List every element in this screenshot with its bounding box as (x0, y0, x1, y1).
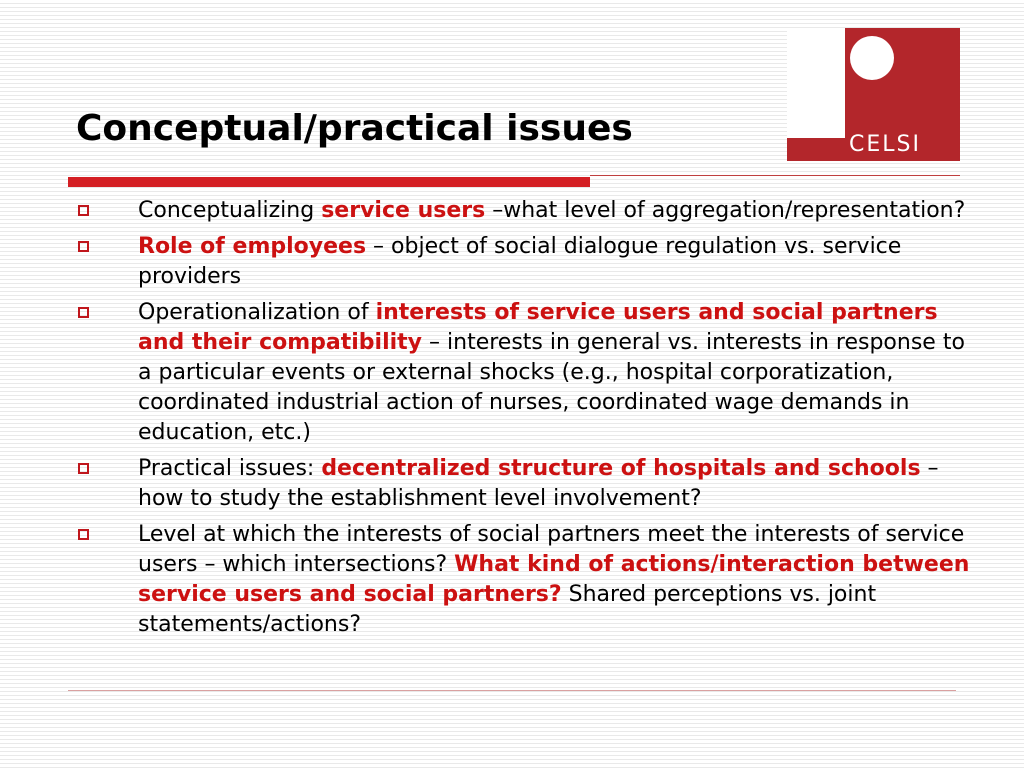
bullet-text: – interests in general vs. interests in response to a particular events or external shocks (e.g., hospital corporatization, coordinated industrial action of nurses, coordinated wage demands in education, etc.) (138, 330, 965, 445)
bullet-text: Operationalization of (138, 300, 376, 325)
bullet-item (76, 298, 976, 448)
bullet-text: –what level of aggregation/representation? (485, 198, 966, 223)
bullet-text: Conceptualizing (138, 198, 322, 223)
square-bullet-icon (78, 529, 89, 540)
bullet-highlight: Role of employees (138, 234, 367, 259)
bullet-highlight: decentralized structure of hospitals and schools (321, 456, 921, 481)
bullet-item (76, 454, 976, 514)
bullet-highlight: What kind of actions/interaction between service users and social partners? (138, 552, 970, 607)
bullet-list (76, 196, 976, 646)
logo-white-block (787, 28, 845, 138)
title-underline-thin (590, 175, 960, 176)
slide-title: Conceptual/practical issues (76, 108, 633, 149)
bullet-text: Practical issues: (138, 456, 322, 481)
bullet-item (76, 520, 976, 640)
bullet-item (76, 232, 976, 292)
bullet-text: Shared perceptions vs. joint statements/actions? (138, 582, 877, 637)
square-bullet-icon (78, 205, 89, 216)
square-bullet-icon (78, 307, 89, 318)
bullet-highlight: service users (321, 198, 486, 223)
bullet-text: – how to study the establishment level involvement? (138, 456, 939, 511)
square-bullet-icon (78, 241, 89, 252)
footer-rule (68, 690, 956, 691)
logo-circle-icon (850, 36, 894, 80)
bullet-highlight: interests of service users and social partners and their compatibility (138, 300, 938, 355)
logo-text: CELSI (849, 132, 921, 157)
celsi-logo (787, 28, 960, 161)
bullet-text: Level at which the interests of social partners meet the interests of service users – which intersections? (138, 522, 965, 577)
square-bullet-icon (78, 463, 89, 474)
bullet-item (76, 196, 976, 226)
bullet-text: – object of social dialogue regulation vs. service providers (138, 234, 902, 289)
title-underline-bar (68, 177, 590, 187)
